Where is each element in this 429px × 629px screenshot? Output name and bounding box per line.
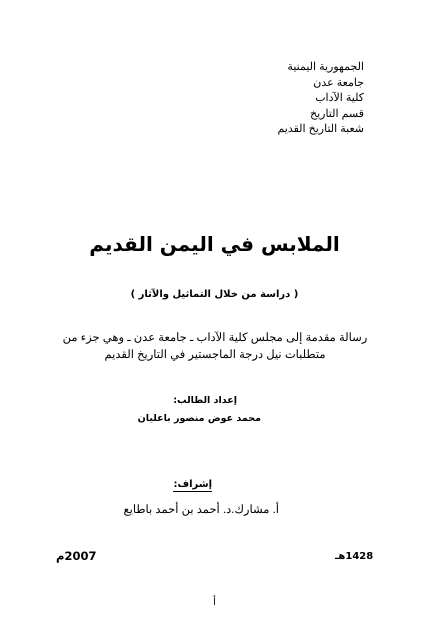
year-gregorian: 2007م — [56, 549, 97, 563]
header-line-university: جامعة عدن — [313, 76, 364, 89]
supervisor-label: إشراف: — [173, 479, 212, 490]
page-number: أ — [213, 597, 216, 608]
supervisor-name: أ. مشارك.د. أحمد بن أحمد باطايع — [123, 504, 279, 516]
header-line-faculty: كلية الآداب — [315, 92, 364, 104]
header-line-department: قسم التاريخ — [309, 107, 364, 120]
thesis-subtitle: ( دراسة من خلال التماثيل والآثار ) — [130, 289, 299, 300]
student-label: إعداد الطالب: — [173, 395, 237, 406]
thesis-title: الملابس في اليمن القديم — [89, 232, 340, 256]
description-line-1: رسالة مقدمة إلى مجلس كلية الآداب ـ جامعة عدن ـ وهي جزء من — [62, 332, 368, 344]
description-line-2: متطلبات نيل درجة الماجستير في التاريخ القديم — [104, 349, 326, 361]
header-line-division: شعبة التاريخ القديم — [277, 123, 364, 135]
institution-header — [164, 60, 364, 138]
header-line-country: الجمهورية اليمنية — [287, 61, 364, 73]
year-hijri: 1428هـ — [335, 551, 374, 562]
student-name: محمد عوض منصور باعليان — [137, 413, 261, 424]
thesis-description — [60, 330, 370, 364]
